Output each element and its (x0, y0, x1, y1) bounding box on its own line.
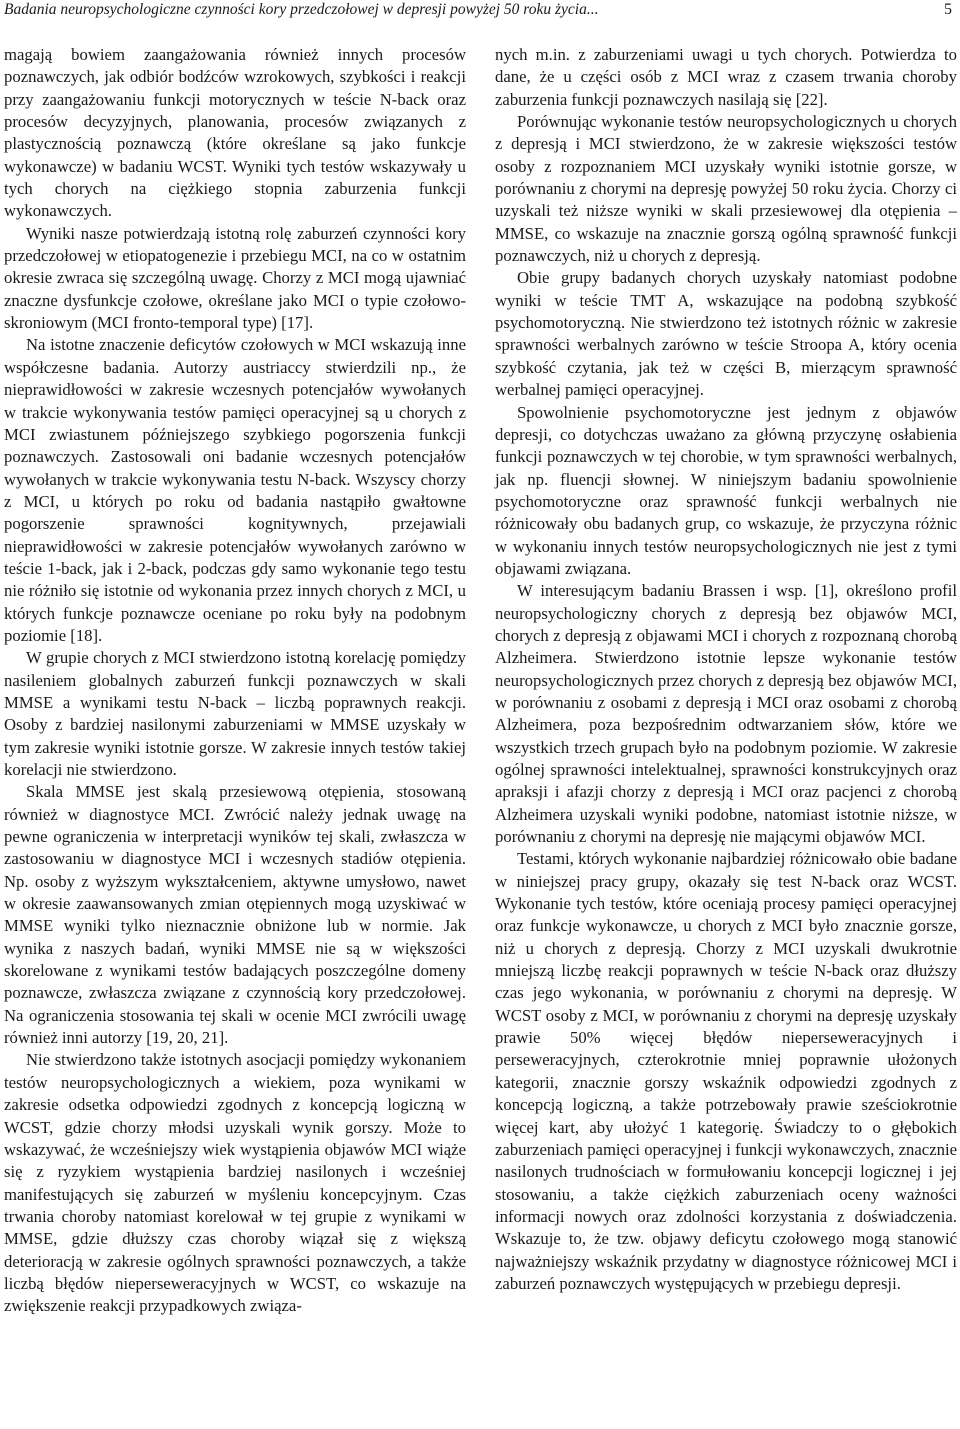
paragraph: Porównując wykonanie testów neuropsychologicznych u chorych z depresją i MCI stwierdzono, że w zakresie większości testów osoby z rozpoznaniem MCI uzyskały wyniki istotnie gorsze, w porównaniu z chorymi na depresję powyżej 50 roku życia. Chorzy ci uzyskali też niższe wyniki w skali przesiewowej dla otępienia – MMSE, co wskazuje na znacznie gorszą ogólną sprawność funkcji poznawczych, niż u chorych z depresją. (495, 112, 957, 266)
paragraph: nych m.in. z zaburzeniami uwagi u tych chorych. Potwierdza to dane, że u części osób z MCI wraz z czasem trwania choroby zaburzenia funkcji poznawczych nasilają się [22]. (495, 45, 957, 109)
paragraph: Spowolnienie psychomotoryczne jest jednym z objawów depresji, co dotychczas uważano za główną przyczynę osłabienia funkcji poznawczych w tej chorobie, w tym sprawności werbalnych, jak np. fluencji słownej. W niniejszym badaniu spowolnienie psychomotoryczne oraz sprawność funkcji werbalnych nie różnicowały obu badanych grup, co wskazuje, że przyczyna różnic w wykonaniu innych testów neuropsychologicznych nie jest z tymi objawami związana. (495, 402, 957, 578)
paragraph: Na istotne znaczenie deficytów czołowych w MCI wskazują inne współczesne badania. Autorzy austriaccy stwierdzili np., że nieprawidłowości w zakresie wczesnych potencjałów wywołanych w trakcie wykonywania testów pamięci operacyjnej są u chorych z MCI zwiastunem późniejszego szybkiego pogorszenia funkcji poznawczych. Zastosowali oni badanie wczesnych potencjałów wywołanych w trakcie wykonywania testu N-back. Wszyscy chorzy z MCI, u których po roku od badania nastąpiło gwałtowne pogorszenie sprawności kognitywnych, przejawiali nieprawidłowości w zakresie potencjałów wywołanych zarówno w teście 1-back, jak i 2-back, podczas gdy samo wykonanie tego testu nie różniło się istotnie od wykonania przez innych chorych z MCI, u których funkcje poznawcze oceniane po roku były na podobnym poziomie [18]. (4, 335, 466, 645)
paragraph: magają bowiem zaangażowania również innych procesów poznawczych, jak odbiór bodźców wzrokowych, szybkości i reakcji przy zaangażowaniu funkcji motorycznych w teście N-back oraz procesów decyzyjnych, planowania, procesów związanych z plastycznością poznawczą (które określane są jako funkcje wykonawcze) w badaniu WCST. Wyniki tych testów wskazywały u tych chorych na ciężkiego stopnia zaburzenia funkcji wykonawczych. (4, 45, 466, 221)
right-column (495, 44, 957, 1295)
left-column (4, 44, 466, 1318)
paragraph: Skala MMSE jest skalą przesiewową otępienia, stosowaną również w diagnostyce MCI. Zwrócić należy jednak uwagę na pewne ograniczenia w interpretacji wyników tej skali, zwłaszcza w zastosowaniu w diagnostyce MCI i wczesnych stadiów otępienia. Np. osoby z wyższym wykształceniem, aktywne umysłowo, nawet w okresie zaawansowanych zmian otępiennych mogą uzyskiwać w MMSE wyniki tylko nieznacznie obniżone lub w normie. Jak wynika z naszych badań, wyniki MMSE nie są w większości skorelowane z wynikami testów badających poszczególne domeny poznawcze, zwłaszcza związane z czynnością kory przedczołowej. Na ograniczenia stosowania tej skali w ocenie MCI zwrócili uwagę również inni autorzy [19, 20, 21]. (4, 782, 466, 1048)
running-header (0, 0, 960, 24)
paragraph: Obie grupy badanych chorych uzyskały natomiast podobne wyniki w teście TMT A, wskazujące na podobną szybkość psychomotoryczną. Nie stwierdzono też istotnych różnic w zakresie sprawności werbalnych zarówno w teście Stroopa A, który ocenia szybkość czytania, jak też w części B, mierzącym sprawność werbalnej pamięci operacyjnej. (495, 268, 957, 400)
paragraph: W grupie chorych z MCI stwierdzono istotną korelację pomiędzy nasileniem globalnych zaburzeń funkcji poznawczych w skali MMSE a wynikami testu N-back – liczbą poprawnych reakcji. Osoby z bardziej nasilonymi zaburzeniami w MMSE uzyskały w tym zakresie wyniki istotnie gorsze. W zakresie innych testów takiej korelacji nie stwierdzono. (4, 648, 466, 779)
paragraph: Wyniki nasze potwierdzają istotną rolę zaburzeń czynności kory przedczołowej w etiopatogenezie i przebiegu MCI, na co w ostatnim okresie zwraca się szczególną uwagę. Chorzy z MCI mogą ujawniać znaczne dysfunkcje czołowe, określane jako MCI o typie czołowo-skroniowym (MCI fronto-temporal type) [17]. (4, 223, 466, 333)
paragraph: Testami, których wykonanie najbardziej różnicowało obie badane w niniejszej pracy grupy, okazały się test N-back oraz WCST. Wykonanie tych testów, które oceniają procesy pamięci operacyjnej oraz funkcje wykonawcze, u chorych z MCI było znacznie gorsze, niż u chorych z depresją. Chorzy z MCI uzyskali dwukrotnie mniejszą liczbę reakcji poprawnych w teście N-back oraz dłuższy czas jego wykonania, w porównaniu z chorymi na depresję. W WCST osoby z MCI, w porównaniu z chorymi na depresję uzyskały prawie 50% więcej błędów nieperseweracyjnych i perseweracyjnych, czterokrotnie mniej poprawnie ułożonych kategorii, znacznie gorszy wskaźnik odpowiedzi zgodnych z koncepcją logiczną, a także potrzebowały prawie sześciokrotnie więcej kart, aby ułożyć 1 kategorię. Świadczy to o głębokich zaburzeniach pamięci operacyjnej i funkcji wykonawczych, znacznie nasilonych trudnościach w formułowaniu koncepcji logicznej i jej stosowaniu, a także ciężkich zaburzeniach oceny ważności informacji nowych oraz zdolności korzystania z doświadczenia. Wskazuje to, że tzw. objawy deficytu czołowego mogą stanowić najważniejszy wskaźnik przydatny w diagnostyce różnicowej MCI i zaburzeń poznawczych występujących w przebiegu depresji. (495, 849, 957, 1293)
running-title: Badania neuropsychologiczne czynności kory przedczołowej w depresji powyżej 50 roku życia... (4, 1, 599, 18)
paragraph: Nie stwierdzono także istotnych asocjacji pomiędzy wykonaniem testów neuropsychologicznych a wiekiem, poza wynikami w zakresie odsetka odpowiedzi zgodnych z koncepcją logiczną w WCST, gdzie chorzy młodsi uzyskali wynik gorszy. Może to wskazywać, że wcześniejszy wiek wystąpienia objawów MCI wiąże się z ryzykiem wystąpienia bardziej nasilonych i wcześniej manifestujących się zaburzeń w myśleniu koncepcyjnym. Czas trwania choroby natomiast korelował w tej grupie z wynikami w MMSE, gdzie dłuższy czas choroby wiązał się z większą deterioracją w zakresie ogólnych sprawności poznawczych, a także liczbą błędów nieperseweracyjnych w WCST, co wskazuje na zwiększenie reakcji przypadkowych związa- (4, 1050, 466, 1316)
paragraph: W interesującym badaniu Brassen i wsp. [1], określono profil neuropsychologiczny chorych z depresją bez objawów MCI, chorych z depresją z objawami MCI i chorych z rozpoznaną chorobą Alzheimera. Stwierdzono istotnie lepsze wykonanie testów neuropsychologicznych przez chorych z depresją bez objawów MCI, w porównaniu z osobami z depresją i MCI oraz osobami z chorobą Alzheimera, poza bezpośrednim odtwarzaniem słów, które we wszystkich trzech grupach było na podobnym poziomie. W zakresie ogólnej sprawności intelektualnej, sprawności konstrukcyjnych oraz apraksji i afazji chorzy z depresją i MCI oraz pacjenci z chorobą Alzheimera uzyskali wyniki podobne, natomiast istotnie niższe, w porównaniu z chorymi na depresję nie mającymi objawów MCI. (495, 581, 957, 847)
page-number: 5 (944, 1, 952, 18)
